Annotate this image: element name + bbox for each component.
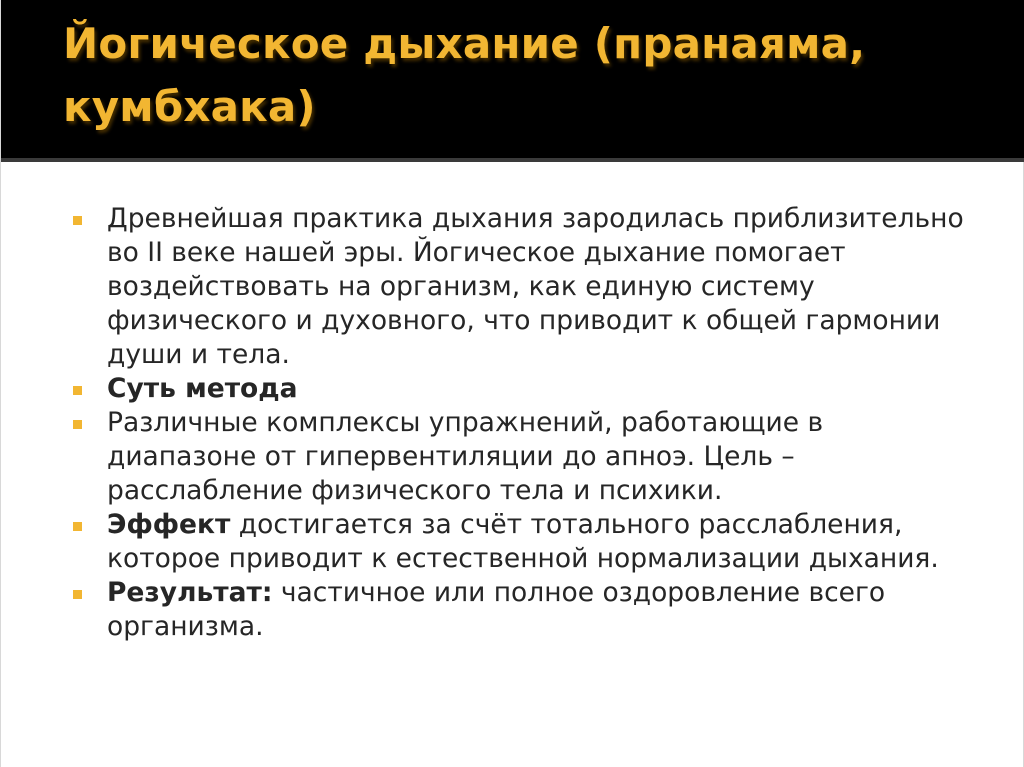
title-bar: [1, 0, 1024, 158]
square-bullet-icon: [73, 590, 82, 599]
bullet-item-history: [73, 202, 973, 372]
bullet-bold-text: Результат:: [107, 577, 273, 608]
bullet-text: Различные комплексы упражнений, работающие в диапазоне от гипервентиляции до апноэ. Цель – расслабление физического тела и психики.: [107, 407, 824, 506]
title-divider: [1, 158, 1024, 162]
square-bullet-icon: [73, 386, 82, 395]
bullet-text: Древнейшая практика дыхания зародилась приблизительно во II веке нашей эры. Йогическое дыхание помогает воздействовать на организм, как единую систему физического и духовного, что приводит к общей гармонии души и тела.: [107, 203, 964, 370]
bullet-item-effect: [73, 508, 973, 576]
bullet-text: частичное или полное оздоровление всего организма.: [107, 577, 886, 642]
bullet-bold-text: Эффект: [107, 509, 231, 540]
square-bullet-icon: [73, 522, 82, 531]
bullet-item-result: [73, 576, 973, 644]
bullet-bold-text: Суть метода: [107, 373, 298, 404]
slide-title: Йогическое дыхание (пранаяма, кумбхака): [63, 19, 866, 131]
square-bullet-icon: [73, 420, 82, 429]
bullet-item-method: [73, 372, 973, 406]
square-bullet-icon: [73, 216, 82, 225]
bullet-list: [73, 202, 973, 644]
bullet-text: достигается за счёт тотального расслабления, которое приводит к естественной нормализации дыхания.: [107, 509, 939, 574]
bullet-item-exercises: [73, 406, 973, 508]
